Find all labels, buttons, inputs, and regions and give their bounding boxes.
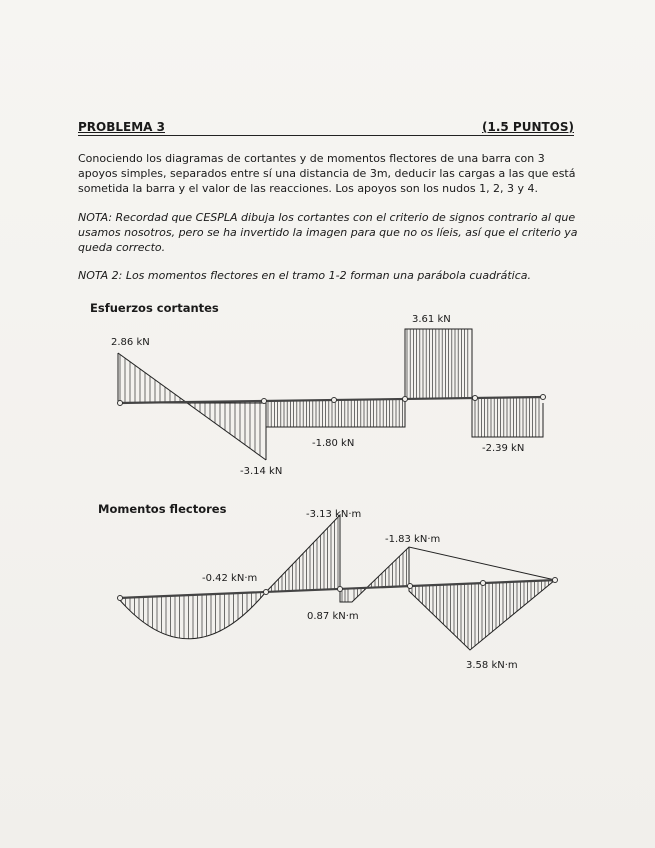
shear-label-v5: -2.39 kN [482,443,525,454]
moment-label-m2: -3.13 kN·m [306,509,362,520]
m-node-5 [481,581,486,586]
m-node-3 [338,587,343,592]
shear-title: Esfuerzos cortantes [90,301,219,315]
shear-label-v4: 3.61 kN [412,314,451,325]
m-node-1 [118,596,123,601]
node-6 [541,395,546,400]
problem-points: (1.5 PUNTOS) [481,120,574,134]
moment-label-m1: -0.42 kN·m [202,573,258,584]
note-2: NOTA 2: Los momentos flectores en el tramo 1-2 forman una parábola cuadrática. [78,269,531,282]
problem-title: PROBLEMA 3 [78,120,165,134]
moment-title: Momentos flectores [98,502,227,516]
shear-diagram [0,300,655,500]
problem-statement: Conociendo los diagramas de cortantes y de momentos flectores de una barra con 3 apoyos simples, separados entre sí una distancia de 3m, deducir las cargas a las que está sometida la barra y el valor de las reacciones. Los apoyos son los nudos 1, 2, 3 y 4. [78,152,576,195]
m-node-6 [553,578,558,583]
node-3 [332,398,337,403]
moment-label-m5: 3.58 kN·m [466,660,518,671]
node-4 [403,397,408,402]
m-node-2 [264,590,269,595]
note-1: NOTA: Recordad que CESPLA dibuja los cortantes con el criterio de signos contrario al que usamos nosotros, pero se ha invertido la imagen para que no os líeis, así que el criterio ya queda correcto. [78,211,578,254]
shear-label-v1: 2.86 kN [111,337,150,348]
moment-label-m4: -1.83 kN·m [385,534,441,545]
m-node-4 [408,584,413,589]
node-5 [473,396,478,401]
moment-label-m3: 0.87 kN·m [307,611,359,622]
node-2 [262,399,267,404]
moment-nodes [118,578,558,601]
shear-label-v3: -1.80 kN [312,438,355,449]
shear-label-v2: -3.14 kN [240,466,283,477]
node-1 [118,401,123,406]
moment-diagram [0,505,655,685]
problem-header [78,120,574,136]
